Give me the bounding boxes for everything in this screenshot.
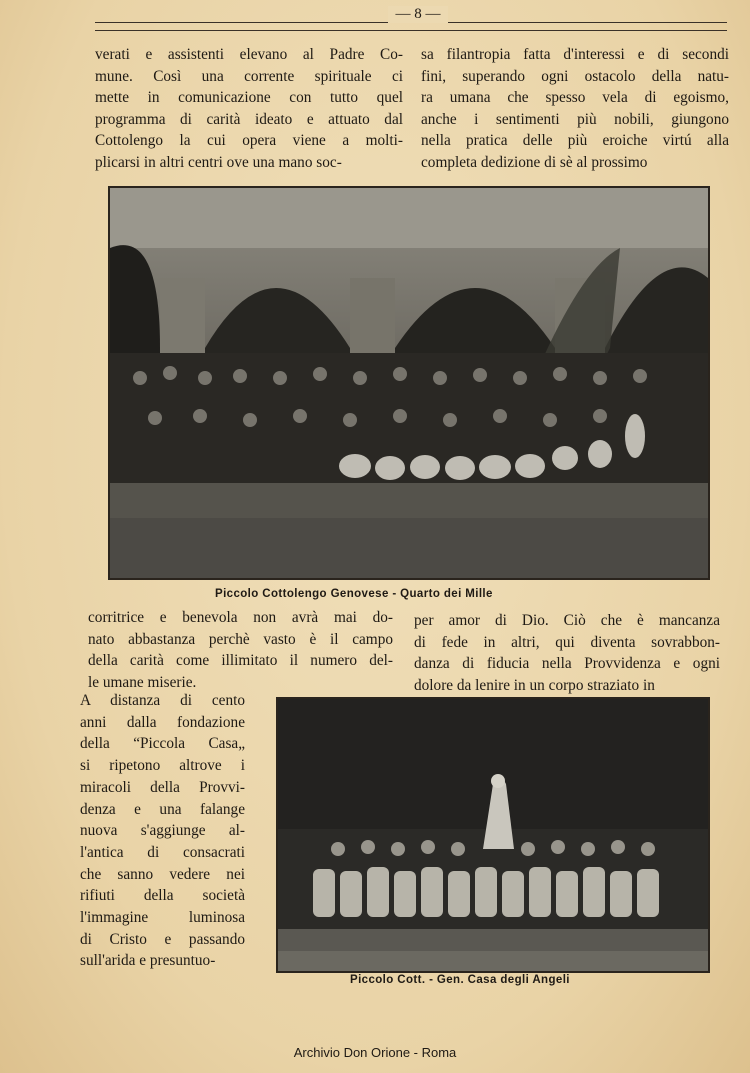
text-line: anni dalla fondazione [80, 713, 245, 731]
group-photo-courtyard [108, 186, 710, 580]
text-line: dolore da lenire in un corpo straziato in [414, 676, 655, 694]
narrow-column [80, 690, 245, 972]
text-line: si ripetono altrove i [80, 757, 245, 775]
text-line: anche i sentimenti più nobili, giungono [421, 110, 729, 128]
middle-left-column [88, 607, 393, 693]
text-line: verati e assistenti elevano al Padre Co- [95, 46, 403, 63]
text-line: programma di carità ideato e attuato dal [95, 110, 403, 128]
text-line: A distanza di cento [80, 692, 245, 709]
page-number: — 8 — [388, 6, 448, 23]
text-line: completa dedizione di sè al prossimo [421, 153, 648, 171]
text-line: nato abbastanza perchè vasto è il campo [88, 630, 393, 648]
text-line: l'antica di consacrati [80, 843, 245, 861]
text-line: per amor di Dio. Ciò che è mancanza [414, 612, 720, 629]
text-line: di fede in altri, qui diventa sovrabbon- [414, 633, 720, 651]
text-line: nella pratica delle più eroiche virtú alla [421, 132, 729, 150]
text-line: fini, superando ogni ostacolo della natu- [421, 67, 729, 85]
text-line: che sanno vedere nei [80, 865, 245, 883]
top-left-column [95, 44, 403, 174]
text-line: danza di fiducia nella Provvidenza e ogni [414, 655, 720, 673]
text-line: miracoli della Provvi- [80, 778, 245, 796]
text-line: le umane miserie. [88, 673, 197, 691]
text-line: sa filantropia fatta d'interessi e di secondi [421, 46, 729, 63]
text-line: Cottolengo la cui opera viene a molti- [95, 132, 403, 150]
text-line: rifiuti della società [80, 887, 245, 905]
text-line: mette in comunicazione con tutto quel [95, 89, 403, 107]
header-rule-bottom [95, 30, 727, 31]
photo2-caption: Piccolo Cott. - Gen. Casa degli Angeli [350, 974, 570, 986]
text-line: l'immagine luminosa [80, 909, 245, 927]
text-line: della carità come illimitato il numero del- [88, 652, 393, 670]
text-line: mune. Così una corrente spirituale ci [95, 67, 403, 85]
photo1-caption: Piccolo Cottolengo Genovese - Quarto dei Mille [215, 588, 493, 600]
top-right-column [421, 44, 729, 174]
text-line: di Cristo e passando [80, 930, 245, 948]
text-line: corritrice e benevola non avrà mai do- [88, 609, 393, 626]
text-line: della “Piccola Casa„ [80, 735, 245, 753]
text-line: ra umana che spesso vela di egoismo, [421, 89, 729, 107]
text-line: nuova s'aggiunge al- [80, 822, 245, 840]
text-line: denza e una falange [80, 800, 245, 818]
group-photo-children [276, 697, 710, 973]
middle-right-column [414, 610, 720, 696]
text-line: plicarsi in altri centri ove una mano soc- [95, 153, 342, 171]
archive-footer: Archivio Don Orione - Roma [293, 1045, 457, 1060]
text-line: sull'arida e presuntuo- [80, 952, 216, 970]
